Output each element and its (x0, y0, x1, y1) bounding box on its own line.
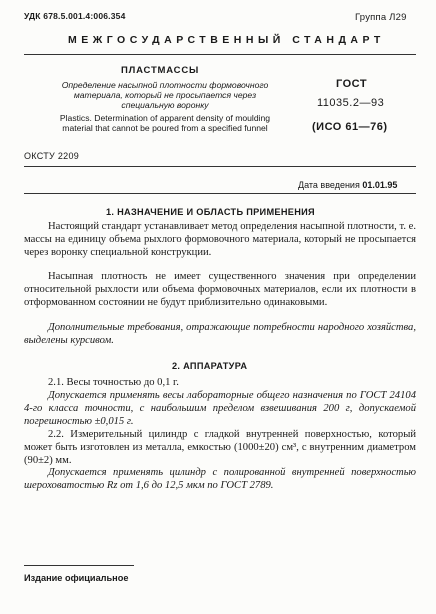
gost-number: 11035.2—93 (317, 97, 385, 109)
date-rule (24, 193, 416, 194)
iso-reference: (ИСО 61—76) (312, 121, 388, 133)
section-2-paragraph-4: Допускается применять цилиндр с полированной внутренней поверхностью шероховатостью Rz от 1,6 до 12,5 мкм по ГОСТ 2789. (24, 467, 416, 491)
section-1-paragraph-3: Дополнительные требования, отражающие потребности народного хозяйства, выделены курсивом. (24, 322, 416, 346)
section-2-heading: 2. АППАРАТУРА (172, 361, 248, 371)
effective-date (298, 180, 397, 190)
title-block-rule (24, 166, 416, 167)
banner-rule (24, 54, 416, 55)
effective-date-value: 01.01.95 (362, 180, 398, 190)
title-english: Plastics. Determination of apparent density of moulding material that cannot be poured from a specified funnel (59, 113, 271, 133)
section-1-paragraph-1: Настоящий стандарт устанавливает метод определения насыпной плотности, т. е. массы на единицу объема рыхлого формовочного материала, который не просыпается через воронку специальной конструкции. (24, 221, 416, 258)
section-2-paragraph-1: 2.1. Весы точностью до 0,1 г. (48, 377, 179, 388)
okstu-code: ОКСТУ 2209 (24, 151, 80, 161)
footer-rule (24, 565, 134, 566)
standard-banner: МЕЖГОСУДАРСТВЕННЫЙ СТАНДАРТ (68, 34, 385, 46)
gost-label: ГОСТ (336, 78, 368, 90)
title-russian: Определение насыпной плотности формовочного материала, который не просыпается через специальную воронку (61, 80, 269, 110)
section-2-paragraph-3: 2.2. Измерительный цилиндр с гладкой внутренней поверхностью, который может быть изготовлен из металла, емкостью (1000±20) см³, с внутренним диаметром (90±2) мм. (24, 429, 416, 466)
category-title: ПЛАСТМАССЫ (121, 65, 200, 76)
udk-code: УДК 678.5.001.4:006.354 (24, 11, 126, 21)
effective-date-label: Дата введения (298, 180, 360, 190)
section-1-paragraph-2: Насыпная плотность не имеет существенного значения при определении относительной рыхлости или объема формовочных материалов, если их плотности в отформованном состоянии не будут приблизительно одинаковыми. (24, 271, 416, 308)
section-2-paragraph-2: Допускается применять весы лабораторные общего назначения по ГОСТ 24104 4-го класса точности, с наибольшим пределом взвешивания 200 г, допускаемой погрешностью ±0,015 г. (24, 390, 416, 427)
group-code: Группа Л29 (355, 12, 407, 23)
official-edition-label: Издание официальное (24, 573, 129, 583)
section-1-heading: 1. НАЗНАЧЕНИЕ И ОБЛАСТЬ ПРИМЕНЕНИЯ (106, 207, 315, 217)
